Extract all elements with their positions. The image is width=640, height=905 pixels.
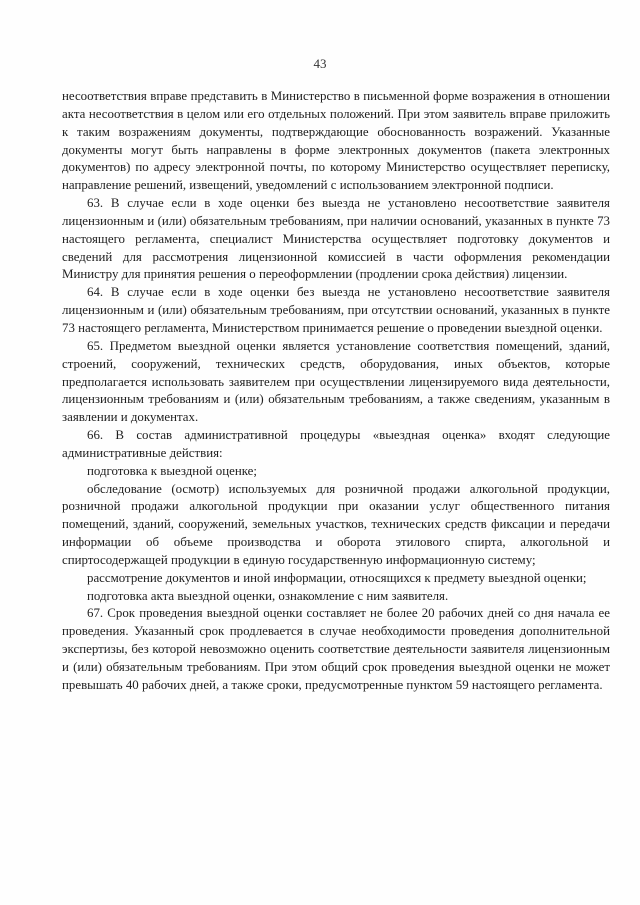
paragraph-65: 65. Предметом выездной оценки является установление соответствия помещений, зданий, строений, сооружений, технических средств, оборудования, иных объектов, которые предполагается использовать заявителем при осуществлении лицензируемого вида деятельности, лицензионным требованиям и (или) обязательным требованиям, а также сведениям, указанным в заявлении и документах.: [62, 338, 610, 425]
paragraph-67: 67. Срок проведения выездной оценки составляет не более 20 рабочих дней со дня начала ее проведения. Указанный срок продлевается в случае необходимости проведения дополнительной экспертизы, без которой невозможно оценить соответствие деятельности заявителя лицензионным и (или) обязательным требованиям. При этом общий срок проведения выездной оценки не может превышать 40 рабочих дней, а также сроки, предусмотренные пунктом 59 настоящего регламента.: [62, 606, 610, 692]
paragraph-continuation: несоответствия вправе представить в Министерство в письменной форме возражения в отношении акта несоответствия в целом или его отдельных положений. При этом заявитель вправе приложить к таким возражениям документы, подтверждающие обоснованность возражений. Указанные документы могут быть направлены в форме электронных документов (пакета электронных документов) по адресу электронной почты, по которому Министерство осуществляет переписку, направление решений, извещений, уведомлений с использованием электронной подписи.: [62, 89, 610, 193]
list-item-inspection: обследование (осмотр) используемых для розничной продажи алкогольной продукции, розничной продажи алкогольной продукции при оказании услуг общественного питания помещений, зданий, сооружений, земельных участков, технических средств фиксации и передачи информации об объеме производства и оборота этилового спирта, алкогольной и спиртосодержащей продукции в единую государственную информационную систему;: [62, 481, 610, 567]
paragraph-66: 66. В состав административной процедуры «выездная оценка» входят следующие административные действия:: [62, 428, 610, 460]
list-item-prepare-act: подготовка акта выездной оценки, ознакомление с ним заявителя.: [87, 588, 449, 603]
paragraph-63: 63. В случае если в ходе оценки без выезда не установлено несоответствие заявителя лицензионным и (или) обязательным требованиям, при наличии оснований, указанных в пункте 73 настоящего регламента, специалист Министерства осуществляет подготовку документов и сведений для рассмотрения лицензионной комиссией в части оформления рекомендации Министру для принятия решения о переоформлении (продлении срока действия) лицензии.: [62, 196, 610, 282]
paragraph-64: 64. В случае если в ходе оценки без выезда не установлено несоответствие заявителя лицензионным и (или) обязательным требованиям, при отсутствии оснований, указанных в пункте 73 настоящего регламента, Министерством принимается решение о проведении выездной оценки.: [62, 285, 610, 335]
document-body: [62, 88, 610, 695]
list-item-preparation: подготовка к выездной оценке;: [87, 463, 257, 478]
list-item-review-documents: рассмотрение документов и иной информации, относящихся к предмету выездной оценки;: [87, 570, 587, 585]
page-number: 43: [313, 56, 327, 71]
